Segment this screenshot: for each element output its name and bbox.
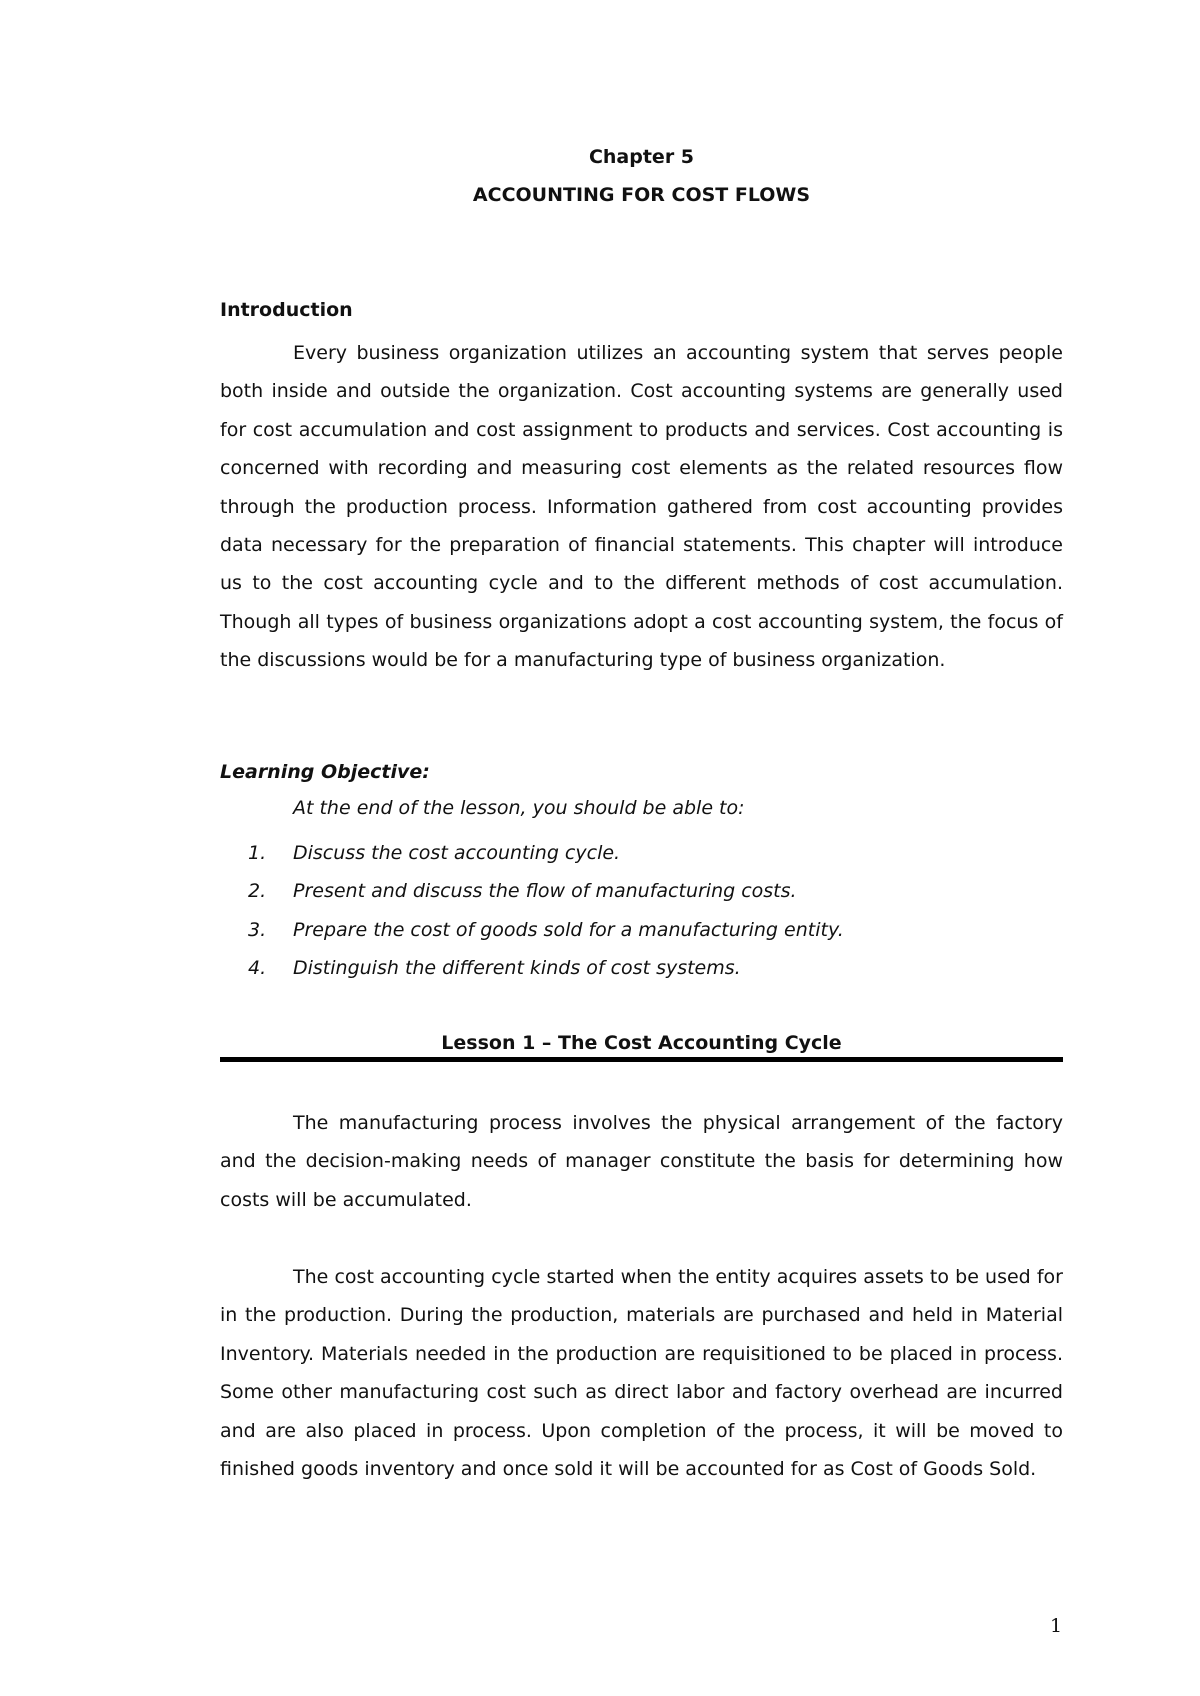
- learning-objective-item: [220, 872, 844, 910]
- learning-objective-text: Distinguish the different kinds of cost systems.: [293, 957, 741, 980]
- page-number: 1: [1050, 1615, 1063, 1637]
- lesson-title-rule: [220, 1057, 1063, 1062]
- learning-objective-item: [220, 949, 844, 987]
- learning-objective-text: Discuss the cost accounting cycle.: [293, 842, 621, 864]
- learning-objective-number: 2.: [248, 880, 267, 903]
- learning-objective-text: Present and discuss the flow of manufacturing costs.: [293, 880, 797, 903]
- learning-objective-heading: Learning Objective:: [220, 761, 430, 783]
- chapter-number: Chapter 5: [588, 146, 695, 168]
- learning-objective-number: 3.: [248, 918, 267, 941]
- learning-objective-item: [220, 834, 844, 872]
- lesson-paragraph: The cost accounting cycle started when the entity acquires assets to be used for in the production. During the production, materials are purchased and held in Material Inventory. Materials needed in the production are requisitioned to be placed in process. Some other manufacturing cost such as direct labor and factory overhead are incurred and are also placed in process. Upon completion of the process, it will be moved to finished goods inventory and once sold it will be accounted for as Cost of Goods Sold.: [220, 1266, 1063, 1481]
- learning-objective-lead: At the end of the lesson, you should be able to:: [293, 797, 745, 819]
- learning-objective-list: [220, 834, 844, 988]
- lesson-title: Lesson 1 – The Cost Accounting Cycle: [441, 1032, 842, 1054]
- introduction-paragraph: Every business organization utilizes an accounting system that serves people both inside and outside the organization. Cost accounting systems are generally used for cost accumulation and cost assignment to products and services. Cost accounting is concerned with recording and measuring cost elements as the related resources flow through the production process. Information gathered from cost accounting provides data necessary for the preparation of financial statements. This chapter will introduce us to the cost accounting cycle and to the different methods of cost accumulation. Though all types of business organizations adopt a cost accounting system, the focus of the discussions would be for a manufacturing type of business organization.: [220, 342, 1063, 672]
- introduction-heading: Introduction: [220, 299, 353, 321]
- lesson-paragraph: The manufacturing process involves the physical arrangement of the factory and the decision-making needs of manager constitute the basis for determining how costs will be accumulated.: [220, 1112, 1063, 1211]
- learning-objective-text: Prepare the cost of goods sold for a manufacturing entity.: [293, 918, 844, 941]
- chapter-title: ACCOUNTING FOR COST FLOWS: [472, 184, 811, 206]
- learning-objective-number: 1.: [248, 842, 267, 864]
- learning-objective-item: [220, 911, 844, 949]
- learning-objective-number: 4.: [248, 957, 267, 980]
